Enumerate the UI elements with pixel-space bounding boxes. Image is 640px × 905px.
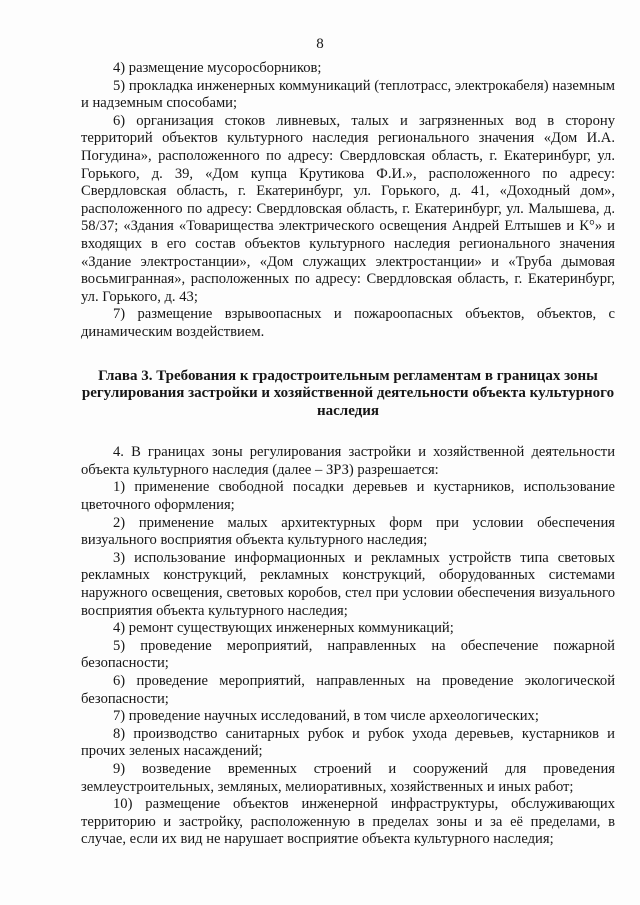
document-body: [81, 60, 615, 849]
list-item: 5) прокладка инженерных коммуникаций (теплотрасс, электрокабеля) наземным и надземным способами;: [81, 77, 615, 112]
list-item: 7) размещение взрывоопасных и пожароопасных объектов, объектов, с динамическим воздействием.: [81, 306, 615, 340]
chapter-heading: Глава 3. Требования к градостроительным регламентам в границах зоны регулирования застройки и хозяйственной деятельности объекта культурного наследия: [81, 367, 615, 419]
list-item: 4) размещение мусоросборников;: [113, 60, 322, 76]
list-item: 6) проведение мероприятий, направленных на проведение экологической безопасности;: [81, 673, 615, 707]
list-item: 1) применение свободной посадки деревьев и кустарников, использование цветочного оформления;: [81, 479, 615, 514]
list-item: 8) производство санитарных рубок и рубок ухода деревьев, кустарников и прочих зеленых насаждений;: [81, 725, 615, 760]
list-item: 10) размещение объектов инженерной инфраструктуры, обслуживающих территорию и застройку, расположенную в пределах зоны и за её пределами, в случае, если их вид не нарушает восприятие объекта культурного наследия;: [81, 796, 615, 848]
list-item: 4) ремонт существующих инженерных коммуникаций;: [113, 620, 454, 637]
list-item: 9) возведение временных строений и сооружений для проведения землеустроительных, земляных, мелиоративных, хозяйственных и иных работ;: [81, 760, 615, 795]
list-item: 6) организация стоков ливневых, талых и загрязненных вод в сторону территорий объектов культурного наследия регионального значения «Дом И.А. Погудина», расположенного по адресу: Свердловская область, г. Екатеринбург, ул. Горького, д. 39, «Дом купца Крутикова Ф.И.», расположенного по адресу: Свердловская область, г. Екатеринбург, ул. Горького, д. 41, «Доходный дом», расположенного по адресу: Свердловская область, г. Екатеринбург, ул. Малышева, д. 58/37; «Здания «Товарищества электрического освещения Андрей Елтышев и К°» и входящих в его состав объектов культурного наследия регионального значения «Здание электростанции», «Дом служащих электростанции» и «Труба дымовая восьмигранная», расположенных по адресу: Свердловская область, г. Екатеринбург, ул. Горького, д. 43;: [81, 112, 615, 305]
list-item: 7) проведение научных исследований, в том числе археологических;: [113, 708, 539, 725]
list-item: 3) использование информационных и рекламных устройств типа световых рекламных конструкций, рекламных конструкций, оборудованных системами наружного освещения, световых коробов, стел при условии обеспечения визуального восприятия объекта культурного наследия;: [81, 549, 615, 619]
page-number: 8: [316, 36, 324, 52]
section-intro: 4. В границах зоны регулирования застройки и хозяйственной деятельности объекта культурного наследия (далее – ЗРЗ) разрешается:: [81, 444, 615, 478]
list-item: 2) применение малых архитектурных форм при условии обеспечения визуального восприятия объекта культурного наследия;: [81, 514, 615, 549]
list-item: 5) проведение мероприятий, направленных на обеспечение пожарной безопасности;: [81, 637, 615, 672]
